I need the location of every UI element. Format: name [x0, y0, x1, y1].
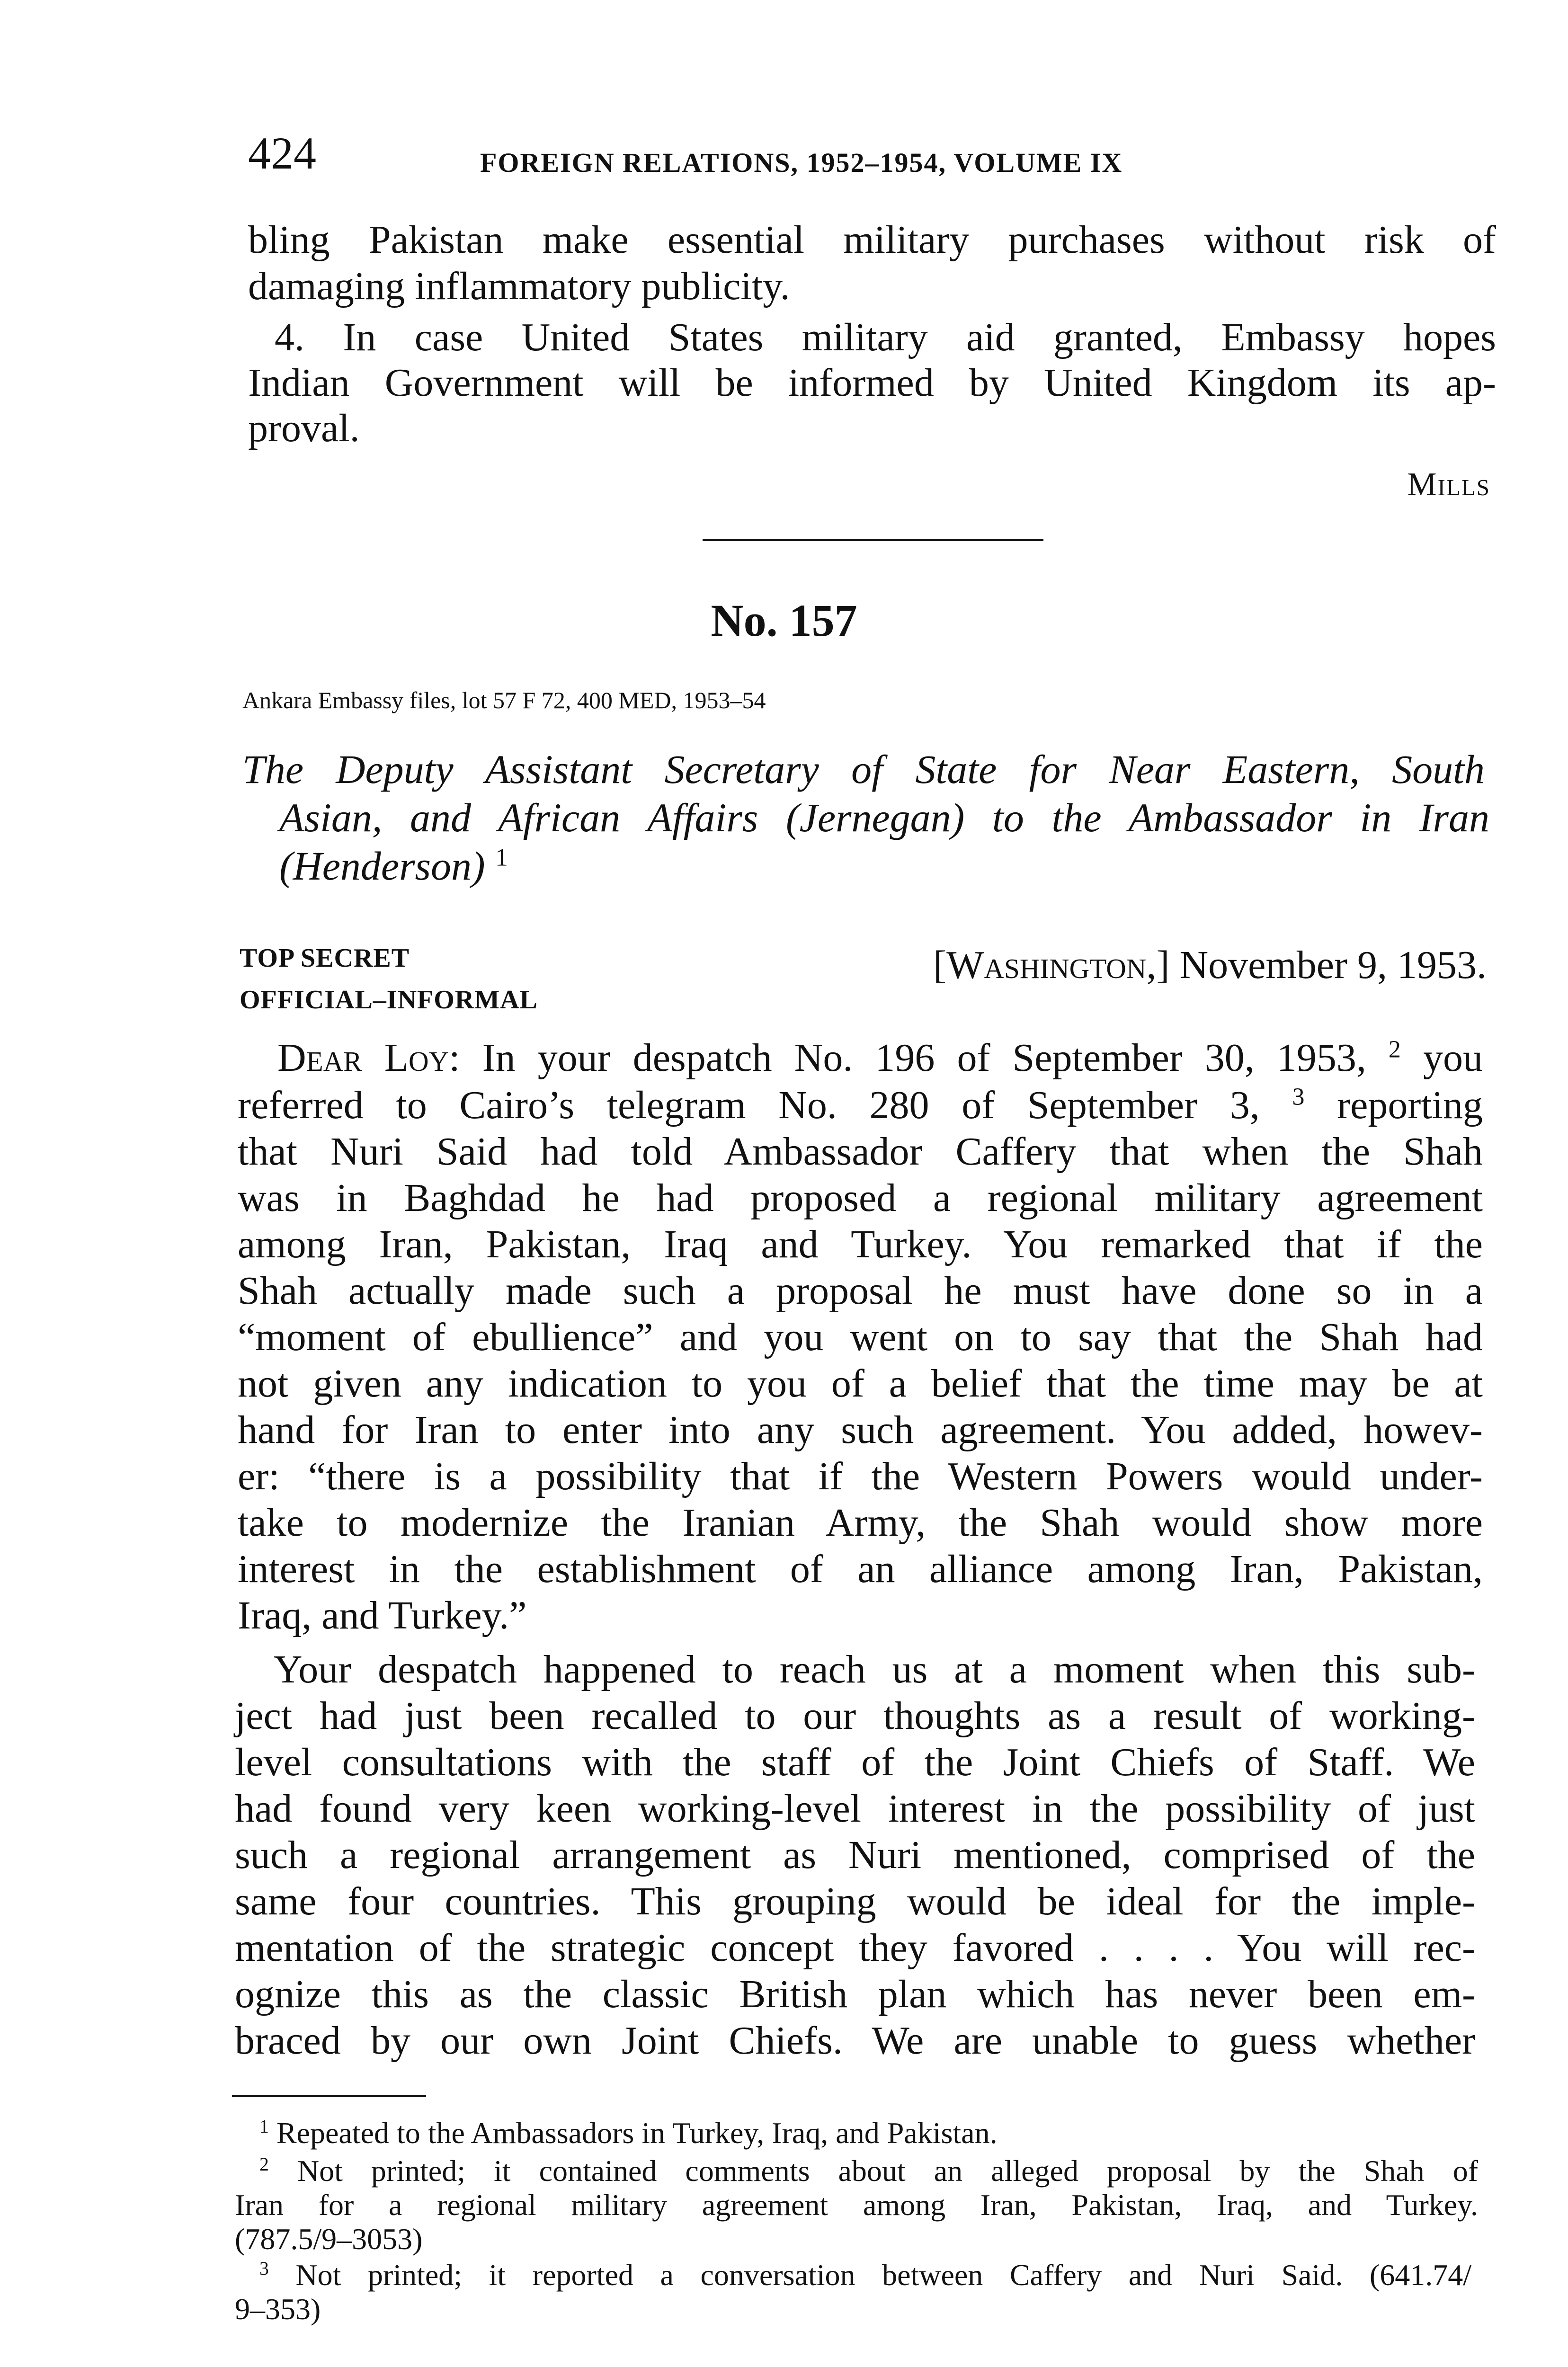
body-line — [277, 1035, 1483, 1081]
dateline-date: November 9, 1953. — [1179, 943, 1487, 987]
footnote-1 — [259, 2116, 998, 2150]
body-line: same four countries. This grouping would be ideal for the imple- — [235, 1879, 1475, 1923]
continuation-line: proval. — [248, 406, 360, 450]
continuation-line: damaging inflammatory publicity. — [248, 264, 790, 308]
footnote-ref: 3 — [1292, 1083, 1305, 1111]
body-line: was in Baghdad he had proposed a regional military agreement — [238, 1176, 1483, 1220]
footnote-line: (787.5/9–3053) — [235, 2222, 423, 2256]
body-line: Your despatch happened to reach us at a moment when this sub- — [274, 1647, 1475, 1691]
body-line: er: “there is a possibility that if the Western Powers would under- — [238, 1454, 1483, 1498]
body-text: In your despatch No. 196 of September 30, 1953, — [482, 1036, 1366, 1080]
body-line: among Iran, Pakistan, Iraq and Turkey. You remarked that if the — [238, 1222, 1483, 1266]
dateline-place: [Washington,] — [933, 943, 1170, 987]
continuation-line: 4. In case United States military aid granted, Embassy hopes — [275, 315, 1496, 359]
signature: Mills — [1407, 466, 1490, 503]
body-line: such a regional arrangement as Nuri mentioned, comprised of the — [235, 1833, 1475, 1877]
body-line: take to modernize the Iranian Army, the Shah would show more — [238, 1501, 1483, 1545]
body-text: reporting — [1337, 1083, 1483, 1127]
body-line: hand for Iran to enter into any such agreement. You added, howev- — [238, 1408, 1483, 1452]
document-title-text: (Henderson) — [279, 843, 485, 889]
classification-top-secret: TOP SECRET — [240, 943, 410, 973]
footnote-mark: 2 — [259, 2154, 269, 2175]
section-divider — [703, 539, 1043, 541]
document-title-line: Asian, and African Affairs (Jernegan) to the Ambassador in Iran — [279, 795, 1489, 840]
footnote-mark: 1 — [259, 2116, 269, 2137]
continuation-line: bling Pakistan make essential military purchases without risk of — [248, 218, 1496, 262]
body-line: “moment of ebullience” and you went on to say that the Shah had — [238, 1315, 1483, 1359]
body-line: that Nuri Said had told Ambassador Caffery that when the Shah — [238, 1130, 1483, 1174]
body-line: mentation of the strategic concept they favored . . . . You will rec- — [235, 1926, 1475, 1970]
page-number: 424 — [248, 128, 316, 178]
salutation: Dear Loy: — [277, 1036, 460, 1080]
footnote-mark: 3 — [259, 2258, 269, 2279]
running-head: FOREIGN RELATIONS, 1952–1954, VOLUME IX — [480, 147, 1123, 178]
continuation-line: Indian Government will be informed by United Kingdom its ap- — [248, 361, 1496, 405]
footnote-line: Iran for a regional military agreement among Iran, Pakistan, Iraq, and Turkey. — [235, 2188, 1478, 2222]
body-line: braced by our own Joint Chiefs. We are unable to guess whether — [235, 2019, 1475, 2063]
footnote-ref: 1 — [495, 843, 508, 872]
footnote-text: Not printed; it reported a conversation between Caffery and Nuri Said. (641.74/ — [295, 2258, 1472, 2292]
classification-official-informal: OFFICIAL–INFORMAL — [240, 985, 538, 1014]
body-line: ject had just been recalled to our thoughts as a result of working- — [235, 1694, 1475, 1738]
body-text: you — [1423, 1036, 1483, 1080]
footnote-2 — [259, 2154, 1478, 2188]
document-number: No. 157 — [711, 595, 857, 646]
document-title-line — [279, 842, 508, 890]
footnote-line: 9–353) — [235, 2292, 321, 2326]
footnote-ref: 2 — [1388, 1036, 1401, 1063]
dateline — [933, 942, 1487, 988]
footnote-divider — [232, 2095, 426, 2097]
footnote-3 — [259, 2258, 1471, 2292]
source-note: Ankara Embassy files, lot 57 F 72, 400 MED, 1953–54 — [242, 687, 766, 713]
document-title-line: The Deputy Assistant Secretary of State for Near Eastern, South — [242, 747, 1485, 792]
body-line: not given any indication to you of a belief that the time may be at — [238, 1361, 1483, 1406]
footnote-text: Not printed; it contained comments about an alleged proposal by the Shah of — [297, 2154, 1478, 2188]
body-line: ognize this as the classic British plan which has never been em- — [235, 1972, 1475, 2016]
body-line: Iraq, and Turkey.” — [238, 1593, 527, 1637]
body-line — [238, 1082, 1483, 1129]
body-line: level consultations with the staff of the Joint Chiefs of Staff. We — [235, 1740, 1475, 1784]
footnote-text: Repeated to the Ambassadors in Turkey, Iraq, and Pakistan. — [276, 2116, 998, 2150]
body-line: Shah actually made such a proposal he must have done so in a — [238, 1269, 1483, 1313]
body-text: referred to Cairo’s telegram No. 280 of September 3, — [238, 1083, 1260, 1127]
body-line: had found very keen working-level interest in the possibility of just — [235, 1787, 1475, 1831]
body-line: interest in the establishment of an alliance among Iran, Pakistan, — [238, 1547, 1483, 1591]
